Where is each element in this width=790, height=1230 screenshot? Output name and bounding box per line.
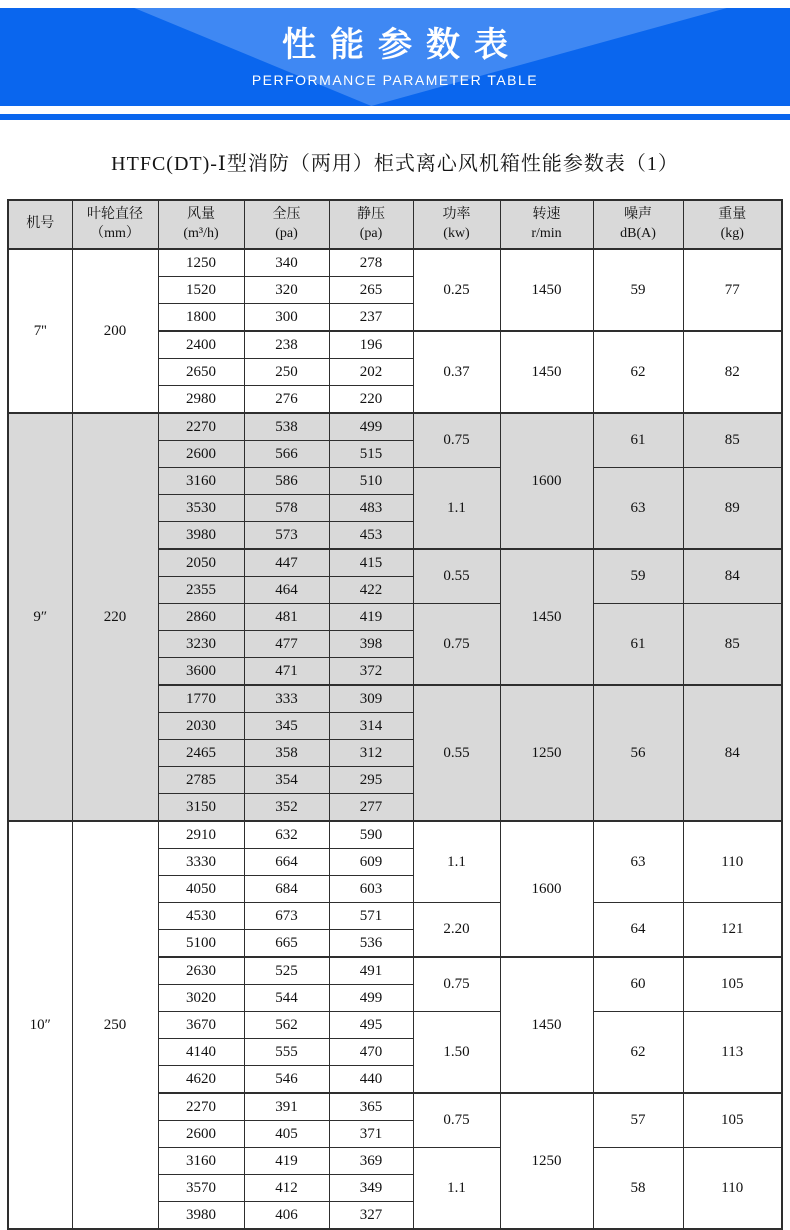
- total-pressure-cell: 664: [244, 849, 329, 876]
- air-flow-cell: 3530: [158, 495, 244, 522]
- total-pressure-cell: 481: [244, 604, 329, 631]
- total-pressure-cell: 464: [244, 577, 329, 604]
- total-pressure-cell: 578: [244, 495, 329, 522]
- weight-cell: 113: [683, 1012, 782, 1094]
- static-pressure-cell: 365: [329, 1093, 413, 1121]
- power-cell: 0.75: [413, 604, 500, 686]
- air-flow-cell: 3980: [158, 1202, 244, 1230]
- power-cell: 1.1: [413, 821, 500, 903]
- static-pressure-cell: 499: [329, 985, 413, 1012]
- static-pressure-cell: 415: [329, 549, 413, 577]
- machine-no-cell: 10″: [8, 821, 72, 1229]
- static-pressure-cell: 470: [329, 1039, 413, 1066]
- static-pressure-cell: 483: [329, 495, 413, 522]
- static-pressure-cell: 495: [329, 1012, 413, 1039]
- static-pressure-cell: 237: [329, 304, 413, 332]
- static-pressure-cell: 295: [329, 767, 413, 794]
- power-cell: 0.55: [413, 685, 500, 821]
- weight-cell: 84: [683, 549, 782, 604]
- weight-cell: 85: [683, 413, 782, 468]
- static-pressure-cell: 398: [329, 631, 413, 658]
- power-cell: 0.75: [413, 1093, 500, 1148]
- speed-cell: 1450: [500, 249, 593, 331]
- static-pressure-cell: 372: [329, 658, 413, 686]
- col-header-noise: 噪声 dB(A): [593, 200, 683, 249]
- air-flow-cell: 2860: [158, 604, 244, 631]
- total-pressure-cell: 562: [244, 1012, 329, 1039]
- air-flow-cell: 3980: [158, 522, 244, 550]
- weight-cell: 105: [683, 957, 782, 1012]
- static-pressure-cell: 499: [329, 413, 413, 441]
- col-header-total-pressure: 全压 (pa): [244, 200, 329, 249]
- performance-parameter-table: [7, 199, 783, 1230]
- static-pressure-cell: 371: [329, 1121, 413, 1148]
- noise-cell: 62: [593, 1012, 683, 1094]
- machine-no-cell: 9″: [8, 413, 72, 821]
- weight-cell: 85: [683, 604, 782, 686]
- total-pressure-cell: 555: [244, 1039, 329, 1066]
- total-pressure-cell: 250: [244, 359, 329, 386]
- impeller-diameter-cell: 220: [72, 413, 158, 821]
- static-pressure-cell: 312: [329, 740, 413, 767]
- air-flow-cell: 3150: [158, 794, 244, 822]
- total-pressure-cell: 300: [244, 304, 329, 332]
- total-pressure-cell: 238: [244, 331, 329, 359]
- air-flow-cell: 4620: [158, 1066, 244, 1094]
- total-pressure-cell: 412: [244, 1175, 329, 1202]
- air-flow-cell: 2355: [158, 577, 244, 604]
- air-flow-cell: 2630: [158, 957, 244, 985]
- air-flow-cell: 3020: [158, 985, 244, 1012]
- power-cell: 1.1: [413, 468, 500, 550]
- air-flow-cell: 2600: [158, 1121, 244, 1148]
- noise-cell: 60: [593, 957, 683, 1012]
- speed-cell: 1250: [500, 685, 593, 821]
- total-pressure-cell: 673: [244, 903, 329, 930]
- noise-cell: 63: [593, 468, 683, 550]
- speed-cell: 1450: [500, 331, 593, 413]
- col-header-power: 功率 (kw): [413, 200, 500, 249]
- col-header-static-pressure: 静压 (pa): [329, 200, 413, 249]
- total-pressure-cell: 354: [244, 767, 329, 794]
- total-pressure-cell: 352: [244, 794, 329, 822]
- static-pressure-cell: 422: [329, 577, 413, 604]
- power-cell: 0.75: [413, 957, 500, 1012]
- total-pressure-cell: 665: [244, 930, 329, 958]
- banner-subtitle: PERFORMANCE PARAMETER TABLE: [251, 71, 539, 88]
- air-flow-cell: 4050: [158, 876, 244, 903]
- machine-no-cell: 7'': [8, 249, 72, 413]
- col-header-speed: 转速 r/min: [500, 200, 593, 249]
- air-flow-cell: 2270: [158, 1093, 244, 1121]
- air-flow-cell: 2050: [158, 549, 244, 577]
- table-header-row: [8, 200, 782, 249]
- speed-cell: 1600: [500, 413, 593, 549]
- air-flow-cell: 3570: [158, 1175, 244, 1202]
- air-flow-cell: 1800: [158, 304, 244, 332]
- total-pressure-cell: 340: [244, 249, 329, 277]
- power-cell: 1.50: [413, 1012, 500, 1094]
- col-header-weight: 重量 (kg): [683, 200, 782, 249]
- noise-cell: 64: [593, 903, 683, 958]
- static-pressure-cell: 419: [329, 604, 413, 631]
- table-row: [8, 249, 782, 277]
- table-row: [8, 413, 782, 441]
- banner-title: 性能参数表: [282, 25, 522, 64]
- air-flow-cell: 4140: [158, 1039, 244, 1066]
- speed-cell: 1250: [500, 1093, 593, 1229]
- total-pressure-cell: 632: [244, 821, 329, 849]
- power-cell: 0.25: [413, 249, 500, 331]
- static-pressure-cell: 277: [329, 794, 413, 822]
- noise-cell: 58: [593, 1148, 683, 1230]
- static-pressure-cell: 369: [329, 1148, 413, 1175]
- total-pressure-cell: 419: [244, 1148, 329, 1175]
- col-header-machine-no: 机号: [8, 200, 72, 249]
- impeller-diameter-cell: 200: [72, 249, 158, 413]
- table-row: [8, 821, 782, 849]
- air-flow-cell: 2465: [158, 740, 244, 767]
- air-flow-cell: 3160: [158, 1148, 244, 1175]
- static-pressure-cell: 265: [329, 277, 413, 304]
- page-title: HTFC(DT)-Ⅰ型消防（两用）柜式离心风机箱性能参数表（1）: [111, 153, 679, 175]
- air-flow-cell: 3160: [158, 468, 244, 495]
- power-cell: 0.75: [413, 413, 500, 468]
- static-pressure-cell: 278: [329, 249, 413, 277]
- banner: [0, 8, 790, 106]
- static-pressure-cell: 440: [329, 1066, 413, 1094]
- air-flow-cell: 3670: [158, 1012, 244, 1039]
- total-pressure-cell: 405: [244, 1121, 329, 1148]
- air-flow-cell: 2030: [158, 713, 244, 740]
- air-flow-cell: 1770: [158, 685, 244, 713]
- air-flow-cell: 2980: [158, 386, 244, 414]
- air-flow-cell: 3600: [158, 658, 244, 686]
- total-pressure-cell: 333: [244, 685, 329, 713]
- total-pressure-cell: 477: [244, 631, 329, 658]
- air-flow-cell: 2785: [158, 767, 244, 794]
- noise-cell: 59: [593, 249, 683, 331]
- weight-cell: 121: [683, 903, 782, 958]
- static-pressure-cell: 314: [329, 713, 413, 740]
- noise-cell: 59: [593, 549, 683, 604]
- weight-cell: 89: [683, 468, 782, 550]
- total-pressure-cell: 544: [244, 985, 329, 1012]
- speed-cell: 1600: [500, 821, 593, 957]
- noise-cell: 63: [593, 821, 683, 903]
- static-pressure-cell: 327: [329, 1202, 413, 1230]
- weight-cell: 105: [683, 1093, 782, 1148]
- air-flow-cell: 3330: [158, 849, 244, 876]
- static-pressure-cell: 453: [329, 522, 413, 550]
- static-pressure-cell: 220: [329, 386, 413, 414]
- static-pressure-cell: 309: [329, 685, 413, 713]
- weight-cell: 84: [683, 685, 782, 821]
- total-pressure-cell: 586: [244, 468, 329, 495]
- air-flow-cell: 1250: [158, 249, 244, 277]
- air-flow-cell: 4530: [158, 903, 244, 930]
- speed-cell: 1450: [500, 957, 593, 1093]
- power-cell: 0.37: [413, 331, 500, 413]
- total-pressure-cell: 546: [244, 1066, 329, 1094]
- total-pressure-cell: 573: [244, 522, 329, 550]
- static-pressure-cell: 571: [329, 903, 413, 930]
- air-flow-cell: 2910: [158, 821, 244, 849]
- total-pressure-cell: 345: [244, 713, 329, 740]
- weight-cell: 82: [683, 331, 782, 413]
- banner-stripe: [0, 114, 790, 120]
- weight-cell: 77: [683, 249, 782, 331]
- col-header-air-flow: 风量 (m³/h): [158, 200, 244, 249]
- noise-cell: 61: [593, 413, 683, 468]
- air-flow-cell: 2270: [158, 413, 244, 441]
- speed-cell: 1450: [500, 549, 593, 685]
- total-pressure-cell: 276: [244, 386, 329, 414]
- noise-cell: 56: [593, 685, 683, 821]
- static-pressure-cell: 349: [329, 1175, 413, 1202]
- table-body: [8, 249, 782, 1229]
- total-pressure-cell: 525: [244, 957, 329, 985]
- static-pressure-cell: 590: [329, 821, 413, 849]
- total-pressure-cell: 447: [244, 549, 329, 577]
- noise-cell: 57: [593, 1093, 683, 1148]
- weight-cell: 110: [683, 1148, 782, 1230]
- total-pressure-cell: 538: [244, 413, 329, 441]
- total-pressure-cell: 391: [244, 1093, 329, 1121]
- air-flow-cell: 2600: [158, 441, 244, 468]
- static-pressure-cell: 603: [329, 876, 413, 903]
- air-flow-cell: 2650: [158, 359, 244, 386]
- static-pressure-cell: 202: [329, 359, 413, 386]
- power-cell: 0.55: [413, 549, 500, 604]
- total-pressure-cell: 471: [244, 658, 329, 686]
- air-flow-cell: 1520: [158, 277, 244, 304]
- col-header-impeller-diameter: 叶轮直径 （mm）: [72, 200, 158, 249]
- total-pressure-cell: 406: [244, 1202, 329, 1230]
- total-pressure-cell: 684: [244, 876, 329, 903]
- static-pressure-cell: 491: [329, 957, 413, 985]
- static-pressure-cell: 609: [329, 849, 413, 876]
- air-flow-cell: 5100: [158, 930, 244, 958]
- static-pressure-cell: 196: [329, 331, 413, 359]
- static-pressure-cell: 515: [329, 441, 413, 468]
- power-cell: 2.20: [413, 903, 500, 958]
- total-pressure-cell: 566: [244, 441, 329, 468]
- power-cell: 1.1: [413, 1148, 500, 1230]
- total-pressure-cell: 320: [244, 277, 329, 304]
- air-flow-cell: 3230: [158, 631, 244, 658]
- impeller-diameter-cell: 250: [72, 821, 158, 1229]
- weight-cell: 110: [683, 821, 782, 903]
- air-flow-cell: 2400: [158, 331, 244, 359]
- noise-cell: 62: [593, 331, 683, 413]
- noise-cell: 61: [593, 604, 683, 686]
- total-pressure-cell: 358: [244, 740, 329, 767]
- static-pressure-cell: 510: [329, 468, 413, 495]
- static-pressure-cell: 536: [329, 930, 413, 958]
